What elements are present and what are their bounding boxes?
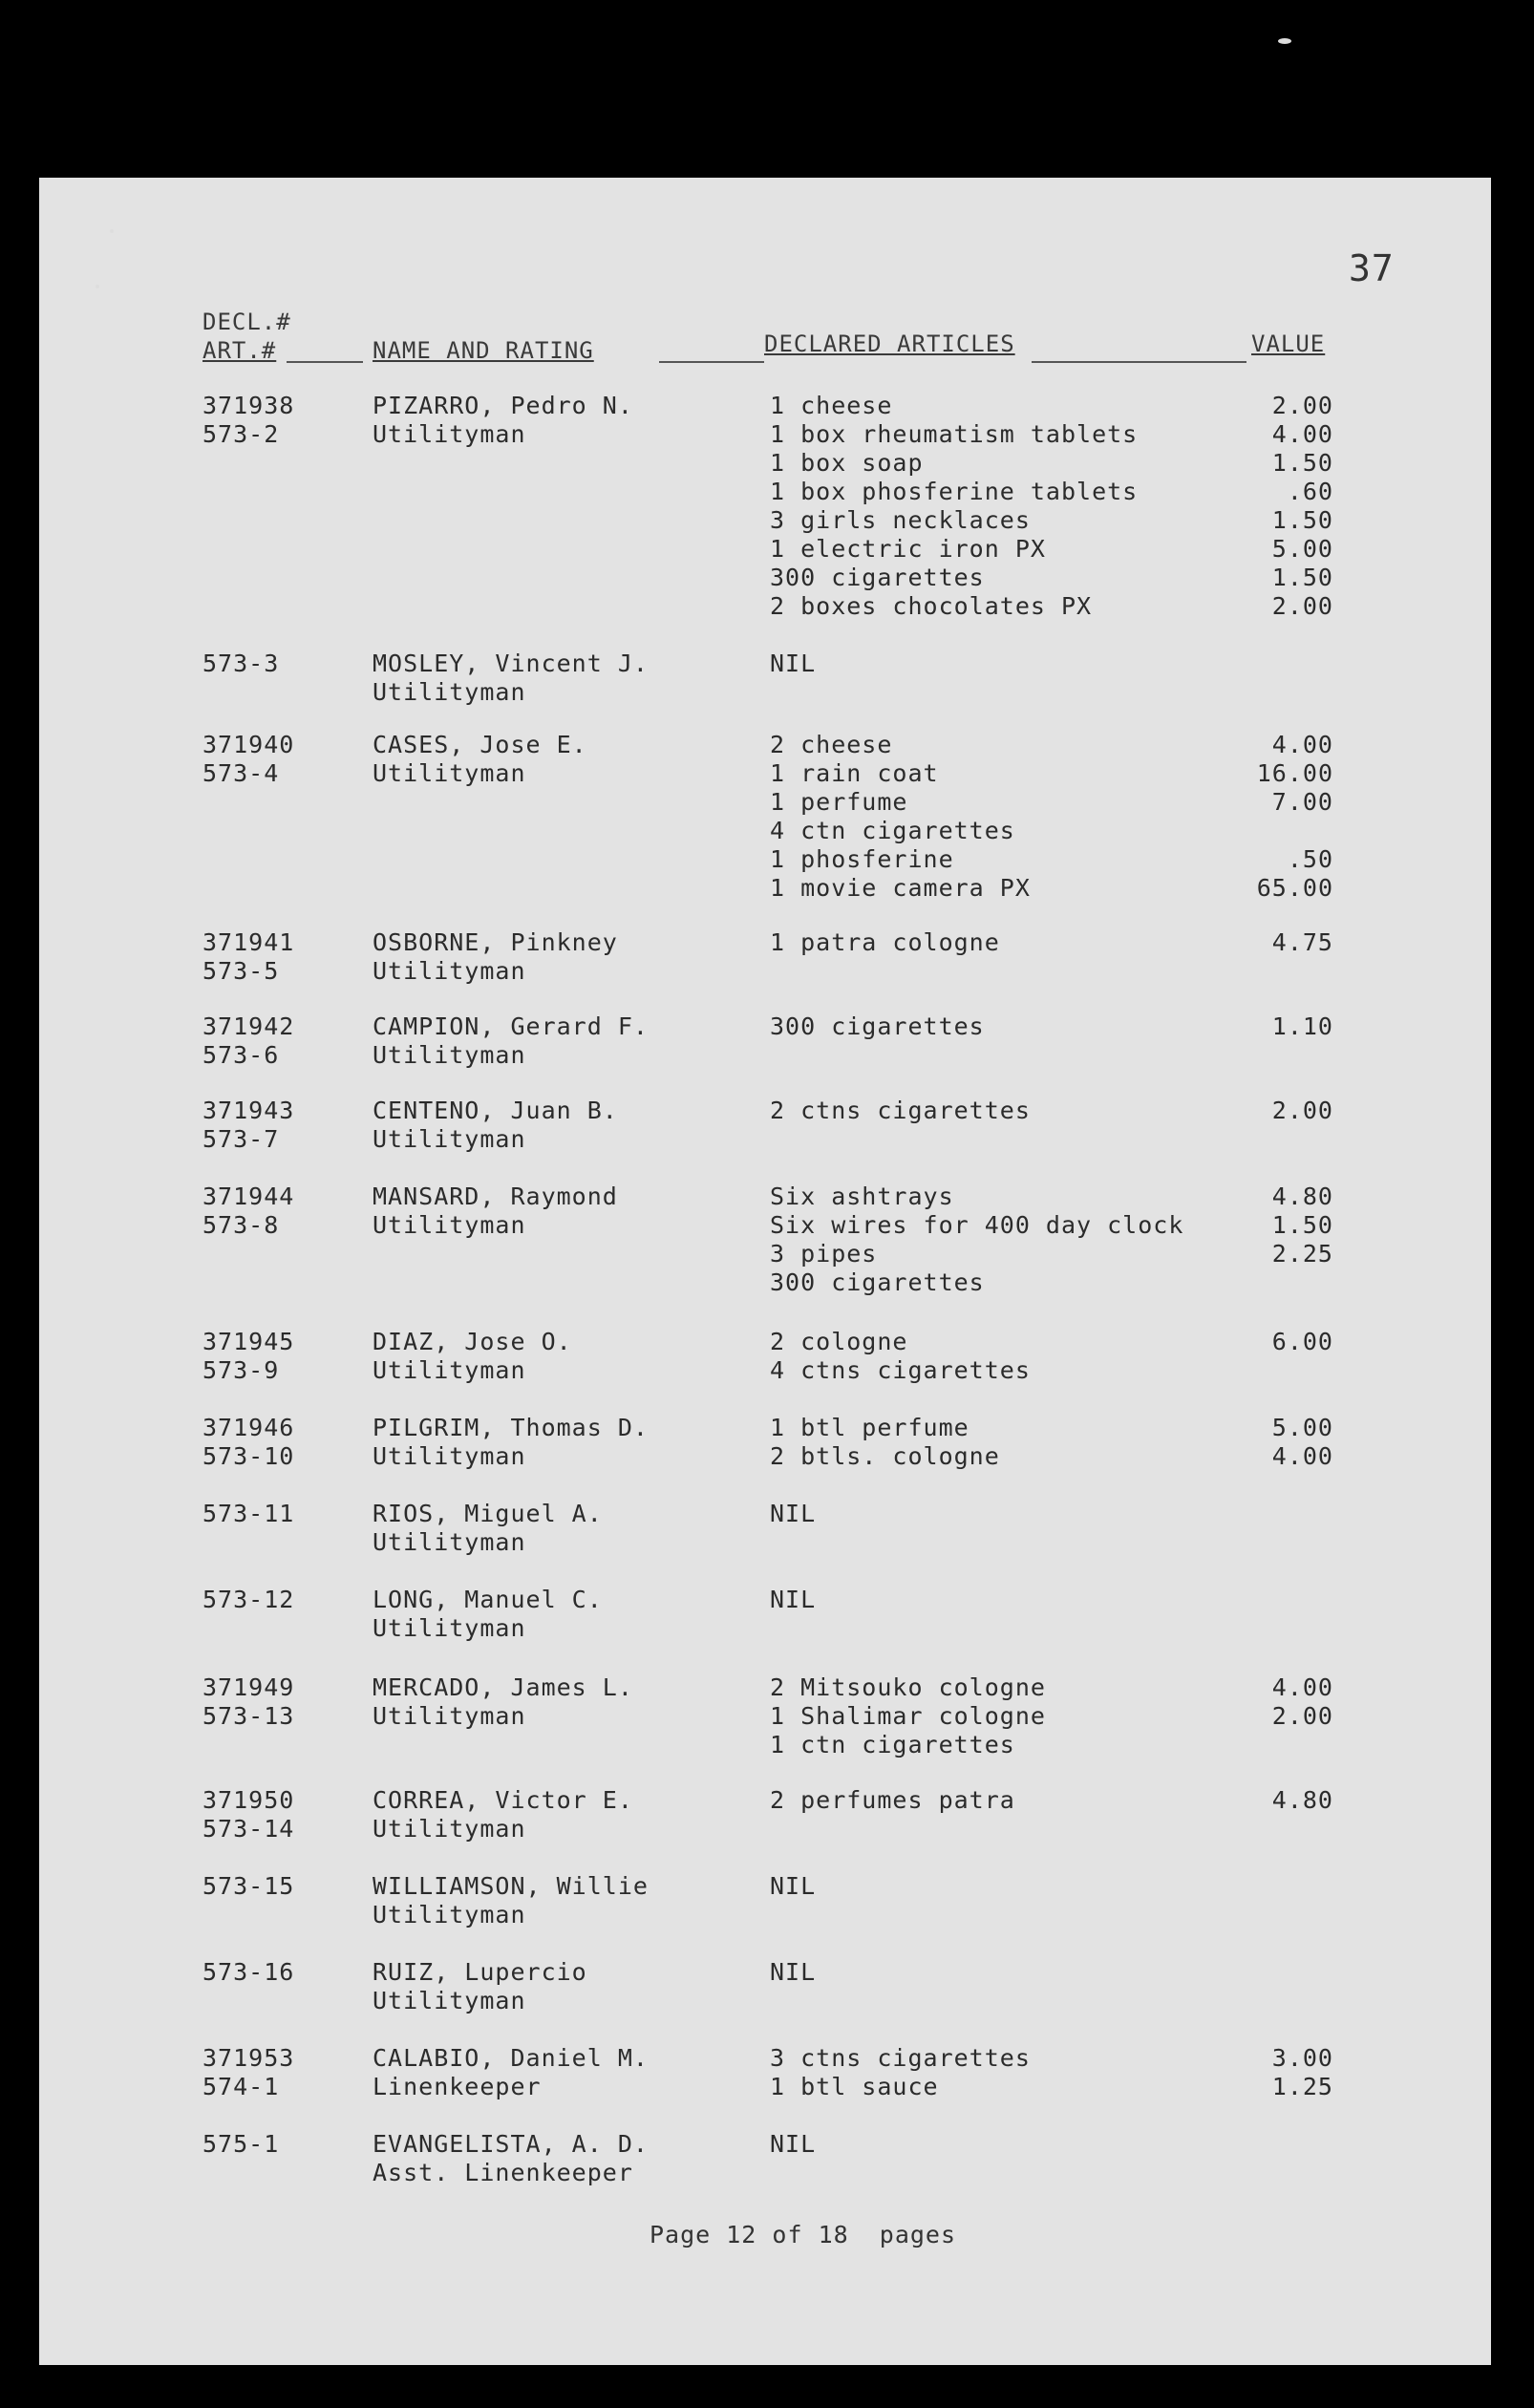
values-column [1181,2044,1333,2101]
value-line: 2.00 [1271,392,1333,419]
decl-line: 573-3 [202,650,280,677]
decl-column [202,2130,346,2159]
article-line: 1 ctn cigarettes [770,1731,1015,1758]
name-line: Utilityman [373,420,526,448]
name-line: Linenkeeper [373,2073,542,2100]
name-column [373,1673,774,1731]
article-line: 4 ctns cigarettes [770,1356,1031,1384]
value-line [1181,1356,1333,1385]
name-line: PIZARRO, Pedro N. [373,392,633,419]
value-line: 4.80 [1271,1183,1333,1210]
decl-column [202,731,346,788]
declaration-entry [0,2130,1534,2186]
declaration-entry [0,731,1534,902]
name-column [373,1500,774,1557]
name-line: Utilityman [373,1614,526,1642]
header-art: ART.# [202,337,277,364]
name-line: MERCADO, James L. [373,1673,633,1701]
declaration-entry [0,1872,1534,1929]
value-line: 1.50 [1271,1211,1333,1239]
value-line [1181,1731,1333,1759]
name-column [373,1586,774,1643]
decl-line: 573-15 [202,1872,295,1900]
article-line: 1 rain coat [770,759,939,787]
decl-line: 371938 [202,392,295,419]
name-line: Utilityman [373,1356,526,1384]
article-line: 1 movie camera PX [770,874,1031,902]
name-column [373,731,774,788]
header-rule [659,361,764,363]
name-line: Asst. Linenkeeper [373,2159,633,2186]
name-line: Utilityman [373,1442,526,1470]
decl-column [202,928,346,986]
article-line: 1 btl sauce [770,2073,939,2100]
article-line: 1 Shalimar cologne [770,1702,1046,1730]
header-value: VALUE [1251,330,1326,357]
decl-column [202,1586,346,1614]
values-column [1181,392,1333,621]
value-line: 1.50 [1271,564,1333,591]
decl-line: 573-6 [202,1041,280,1069]
value-line [1181,817,1333,845]
article-line: 1 electric iron PX [770,535,1046,563]
value-line: 2.00 [1271,592,1333,620]
values-column [1181,1183,1333,1297]
article-line: NIL [770,1500,817,1527]
declaration-entry [0,2044,1534,2100]
scan-speck [110,229,114,233]
name-line: MANSARD, Raymond [373,1183,618,1210]
value-line: 4.75 [1271,928,1333,956]
scan-speck [96,285,99,288]
decl-line: 573-5 [202,957,280,985]
article-line: 2 btls. cologne [770,1442,1000,1470]
header-decl: DECL.# [202,309,291,335]
decl-line: 371945 [202,1328,295,1355]
name-column [373,1958,774,2015]
article-line: 2 Mitsouko cologne [770,1673,1046,1701]
decl-column [202,392,346,449]
name-line: PILGRIM, Thomas D. [373,1414,649,1441]
name-column [373,928,774,986]
value-line: 65.00 [1256,874,1333,902]
value-line: .60 [1287,478,1333,505]
name-line: Utilityman [373,1125,526,1153]
name-line: CALABIO, Daniel M. [373,2044,649,2072]
article-line: NIL [770,2130,817,2158]
decl-line: 573-12 [202,1586,295,1613]
name-line: DIAZ, Jose O. [373,1328,572,1355]
decl-line: 573-2 [202,420,280,448]
value-line: 3.00 [1271,2044,1333,2072]
name-line: CAMPION, Gerard F. [373,1012,649,1040]
name-column [373,2130,774,2187]
article-line: 2 cheese [770,731,893,758]
decl-line: 371943 [202,1097,295,1124]
values-column [1181,731,1333,903]
decl-line: 371944 [202,1183,295,1210]
values-column [1181,1786,1333,1815]
name-line: Utilityman [373,1987,526,2014]
article-line: 2 perfumes patra [770,1786,1015,1814]
article-line: 1 cheese [770,392,893,419]
article-line: 300 cigarettes [770,1012,985,1040]
values-column [1181,1673,1333,1759]
declaration-entry [0,928,1534,985]
article-line: Six ashtrays [770,1183,954,1210]
decl-line: 371940 [202,731,295,758]
article-line: NIL [770,650,817,677]
article-line: NIL [770,1872,817,1900]
decl-column [202,1872,346,1901]
declaration-entry [0,1012,1534,1069]
page-footer: Page 12 of 18 pages [650,2221,957,2248]
declaration-entry [0,1586,1534,1642]
name-column [373,1012,774,1070]
header-name-rating: NAME AND RATING [373,337,594,364]
article-line: 300 cigarettes [770,564,985,591]
article-line: 1 box rheumatism tablets [770,420,1139,448]
values-column [1181,1012,1333,1041]
value-line: 6.00 [1271,1328,1333,1355]
decl-line: 371950 [202,1786,295,1814]
decl-line: 371946 [202,1414,295,1441]
declaration-entry [0,1328,1534,1384]
decl-line: 573-13 [202,1702,295,1730]
decl-column [202,1958,346,1987]
name-line: Utilityman [373,759,526,787]
value-line: 4.00 [1271,731,1333,758]
article-line: NIL [770,1958,817,1986]
page-number: 37 [1349,247,1395,289]
declaration-entry [0,1786,1534,1843]
name-column [373,1328,774,1385]
declaration-entry [0,1673,1534,1758]
declaration-entry [0,392,1534,620]
declaration-entry [0,650,1534,706]
decl-line: 371953 [202,2044,295,2072]
name-column [373,1872,774,1929]
decl-column [202,650,346,678]
decl-line: 371941 [202,928,295,956]
name-line: CASES, Jose E. [373,731,587,758]
value-line: 1.50 [1271,506,1333,534]
value-line: 1.10 [1271,1012,1333,1040]
value-line: 5.00 [1271,1414,1333,1441]
name-line: CORREA, Victor E. [373,1786,633,1814]
items-column [770,650,1305,678]
scan-speck [1278,38,1291,44]
name-line: Utilityman [373,1815,526,1843]
name-line: EVANGELISTA, A. D. [373,2130,649,2158]
declaration-entry [0,1414,1534,1470]
name-column [373,2044,774,2101]
items-column [770,1958,1305,1987]
value-line [1181,1268,1333,1297]
article-line: 3 pipes [770,1240,878,1268]
name-line: Utilityman [373,1702,526,1730]
article-line: 1 patra cologne [770,928,1000,956]
name-column [373,1786,774,1843]
decl-column [202,2044,346,2101]
items-column [770,2130,1305,2159]
article-line: NIL [770,1586,817,1613]
decl-column [202,1012,346,1070]
header-rule [287,361,363,363]
decl-line: 573-14 [202,1815,295,1843]
name-column [373,1097,774,1154]
items-column [770,1586,1305,1614]
article-line: 1 box phosferine tablets [770,478,1139,505]
value-line: 16.00 [1256,759,1333,787]
decl-column [202,1500,346,1528]
value-line: 2.00 [1271,1097,1333,1124]
decl-column [202,1414,346,1471]
value-line: 4.00 [1271,1673,1333,1701]
value-line: 4.80 [1271,1786,1333,1814]
article-line: 2 cologne [770,1328,908,1355]
name-line: Utilityman [373,1041,526,1069]
values-column [1181,1414,1333,1471]
value-line: .50 [1287,845,1333,873]
value-line: 2.00 [1271,1702,1333,1730]
name-column [373,392,774,449]
decl-column [202,1328,346,1385]
declaration-entry [0,1500,1534,1556]
declaration-entry [0,1958,1534,2014]
values-column [1181,1328,1333,1385]
name-line: RIOS, Miguel A. [373,1500,603,1527]
decl-column [202,1097,346,1154]
values-column [1181,928,1333,957]
decl-line: 575-1 [202,2130,280,2158]
value-line: 1.50 [1271,449,1333,477]
decl-column [202,1673,346,1731]
declaration-entry [0,1097,1534,1153]
name-line: Utilityman [373,678,526,706]
article-line: 2 boxes chocolates PX [770,592,1093,620]
article-line: 3 ctns cigarettes [770,2044,1031,2072]
article-line: 3 girls necklaces [770,506,1031,534]
decl-line: 573-9 [202,1356,280,1384]
article-line: Six wires for 400 day clock [770,1211,1184,1239]
name-column [373,650,774,707]
name-line: CENTENO, Juan B. [373,1097,618,1124]
decl-line: 371942 [202,1012,295,1040]
value-line: 1.25 [1271,2073,1333,2100]
decl-line: 573-4 [202,759,280,787]
value-line: 5.00 [1271,535,1333,563]
name-line: Utilityman [373,1528,526,1556]
header-rule [1032,361,1246,363]
values-column [1181,1097,1333,1125]
decl-column [202,1183,346,1240]
header-declared-articles: DECLARED ARTICLES [764,330,1015,357]
decl-line: 573-8 [202,1211,280,1239]
decl-line: 573-11 [202,1500,295,1527]
decl-line: 573-7 [202,1125,280,1153]
article-line: 2 ctns cigarettes [770,1097,1031,1124]
name-line: LONG, Manuel C. [373,1586,603,1613]
decl-line: 371949 [202,1673,295,1701]
name-column [373,1414,774,1471]
article-line: 1 btl perfume [770,1414,969,1441]
article-line: 1 phosferine [770,845,954,873]
name-line: MOSLEY, Vincent J. [373,650,649,677]
value-line: 7.00 [1271,788,1333,816]
decl-line: 574-1 [202,2073,280,2100]
name-line: Utilityman [373,1211,526,1239]
value-line: 4.00 [1271,1442,1333,1470]
value-line: 2.25 [1271,1240,1333,1268]
decl-line: 573-16 [202,1958,295,1986]
name-column [373,1183,774,1240]
name-line: Utilityman [373,957,526,985]
declaration-entry [0,1183,1534,1296]
name-line: RUIZ, Lupercio [373,1958,587,1986]
article-line: 1 box soap [770,449,924,477]
article-line: 300 cigarettes [770,1268,985,1296]
name-line: Utilityman [373,1901,526,1929]
decl-line: 573-10 [202,1442,295,1470]
name-line: OSBORNE, Pinkney [373,928,618,956]
article-line: 1 perfume [770,788,908,816]
article-line: 4 ctn cigarettes [770,817,1015,844]
name-line: WILLIAMSON, Willie [373,1872,649,1900]
items-column [770,1500,1305,1528]
items-column [770,1872,1305,1901]
value-line: 4.00 [1271,420,1333,448]
decl-column [202,1786,346,1843]
